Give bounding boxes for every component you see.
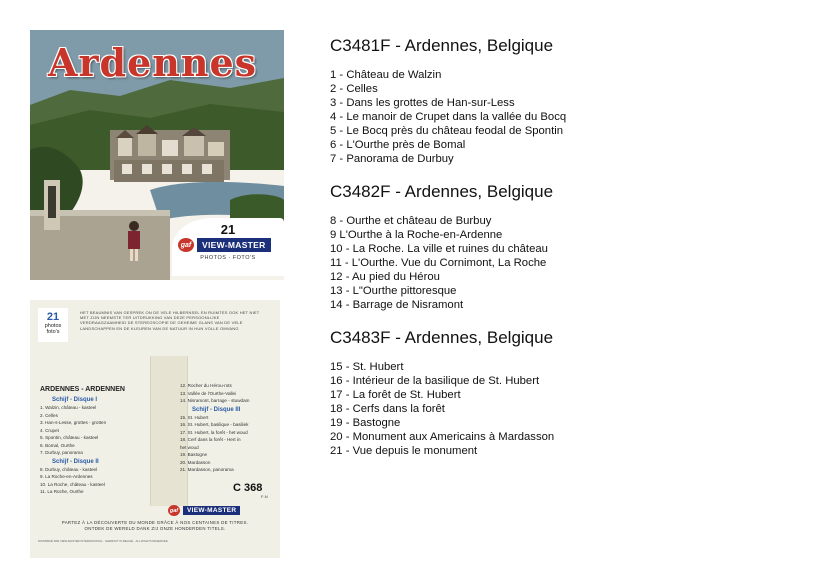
viewmaster-logo: VIEW-MASTER [197,238,271,252]
back-cover-image [30,300,280,558]
list-item: 10 - La Roche. La ville et ruines du château [330,243,548,255]
back-list-item: 18. Cerf dans la forêt - Hert in [180,437,241,442]
reel-section [330,36,800,166]
list-item: 15 - St. Hubert [330,361,404,373]
back-footer-line-1: PARTEZ À LA DÉCOUVERTE DU MONDE GRÂCE À NOS CENTAINES DE TITRES. [61,520,249,525]
back-legal: DISTRIBUÉ PAR VIEW-MASTER INTERNATIONAL · GEDRUKT IN BELGIË · ALL RIGHTS RESERVED [38,539,168,543]
list-item: 2 - Celles [330,83,378,95]
list-item: 14 - Barrage de Nisramont [330,299,464,311]
gaf-logo-icon: gaf [178,238,194,252]
list-item: 19 - Bastogne [330,417,401,429]
list-item: 5 - Le Bocq près du château feodal de Spontin [330,125,564,137]
section-title: C3482F - Ardennes, Belgique [330,182,554,201]
back-photos-label-2: foto's [46,329,60,335]
list-item: 17 - La forêt de St. Hubert [330,389,461,401]
cover-title: Ardennes [48,40,258,85]
photos-label: PHOTOS · FOTO'S [200,255,256,261]
list-item: 9 L'Ourthe à la Roche-en-Ardenne [330,229,503,241]
back-list-item: 12. Rocher du Hérou-rots [180,383,232,388]
viewmaster-logo: VIEW-MASTER [183,506,240,515]
list-item: 18 - Cerfs dans la forêt [330,403,445,415]
back-list-item: 1. Walzin, château - kasteel [40,405,97,410]
back-footer-line-2: ONTDEK DE WERELD DANK ZIJ ONZE HONDERDEN TITELS. [84,526,226,531]
back-list-item: 17. St. Hubert, la forêt - het woud [180,429,248,435]
back-photos-label-1: photos [44,323,62,329]
back-list-item: 7. Durbuy, panorama [40,450,83,455]
back-list-item: 14. Nisramont, barrage - stuwdam [180,398,250,403]
list-item: 3 - Dans les grottes de Han-sur-Less [330,97,515,109]
back-list-item: het woud [180,444,199,450]
back-list-item: 16. St. Hubert, basilique - basiliek [180,422,249,427]
list-item: 12 - Au pied du Hérou [330,271,440,283]
back-list-item: 11. La Roche, Ourthe [40,489,84,494]
section-title: C3483F - Ardennes, Belgique [330,328,554,347]
back-heading: ARDENNES - ARDENNEN [40,386,125,393]
list-item: 20 - Monument aux Americains à Mardasson [330,431,555,443]
back-list-item: 9. La Roche-en-Ardennes [40,474,93,479]
list-item: 4 - Le manoir de Crupet dans la vallée du Bocq [330,111,567,123]
list-item: 8 - Ourthe et château de Burbuy [330,215,492,227]
back-list-item: 3. Han-s-Lesse, grottes - grotten [40,420,107,425]
back-blurb: HET BEAUMNIS VAN GESPREK ON DE VELE HILBERNSEL EN RUIMTES OOK HET NIET MET ZIJN NEEMSTE TER UITDRUKKING VAN DEZE PERSOONLIJKE VERDRAAGZAAMHEID DE STEREOSCOPIE DE GEHEIME GLANS VAN DE VELE LANDSCHAPPEN EN DE KLEUREN VAN DE NATUUR IN HUN VOLLE OMVANG [80,310,260,331]
back-list-item: 13. Vallée de l'Ourthe-Vallei [180,390,237,396]
list-item: 6 - L'Ourthe près de Bomal [330,139,466,151]
reel-list [330,36,800,474]
back-left-column [40,386,150,496]
back-code-suffix: F-N [261,494,268,499]
front-cover-image [30,30,284,280]
back-list-item: 6. Bomal, Ourthe [40,442,75,448]
disk3-title: Schijf - Disque III [192,406,241,413]
reel-section [330,328,800,458]
back-list-item: 5. Spontin, château - kasteel [40,435,99,440]
back-list-item: 20. Mardasson [180,459,211,465]
list-item: 13 - L"Ourthe pittoresque [330,285,457,297]
back-viewmaster-logo-row [168,505,240,516]
back-photos-tile [38,308,68,342]
list-item: 16 - Intérieur de la basilique de St. Hubert [330,375,540,387]
disk1-title: Schijf - Disque I [52,397,98,403]
gaf-logo-icon: gaf [168,505,180,516]
back-right-column [180,382,280,474]
back-photos-count: 21 [46,311,60,323]
photo-count: 21 [220,222,236,237]
back-list-item: 21. Mardasson, panorama [180,467,234,472]
list-item: 11 - L'Ourthe. Vue du Cornimont, La Roche [330,257,547,269]
back-list-item: 19. Bastogne [180,452,208,457]
reel-section [330,182,800,312]
back-list-item: 8. Durbuy, château - kasteel [40,466,98,472]
list-item: 7 - Panorama de Durbuy [330,153,454,165]
section-title: C3481F - Ardennes, Belgique [330,36,554,55]
back-code: C 368 [233,482,263,494]
disk2-title: Schijf - Disque II [52,458,99,465]
back-footer [50,520,260,532]
list-item: 1 - Château de Walzin [330,69,442,81]
viewmaster-badge [172,218,284,276]
back-list-item: 10. La Roche, château - kasteel [40,481,105,487]
back-list-item: 4. Crupet [40,427,59,433]
list-item: 21 - Vue depuis le monument [330,445,478,457]
back-list-item: 15. St. Hubert [180,414,209,420]
back-list-item: 2. Celles [40,412,58,418]
